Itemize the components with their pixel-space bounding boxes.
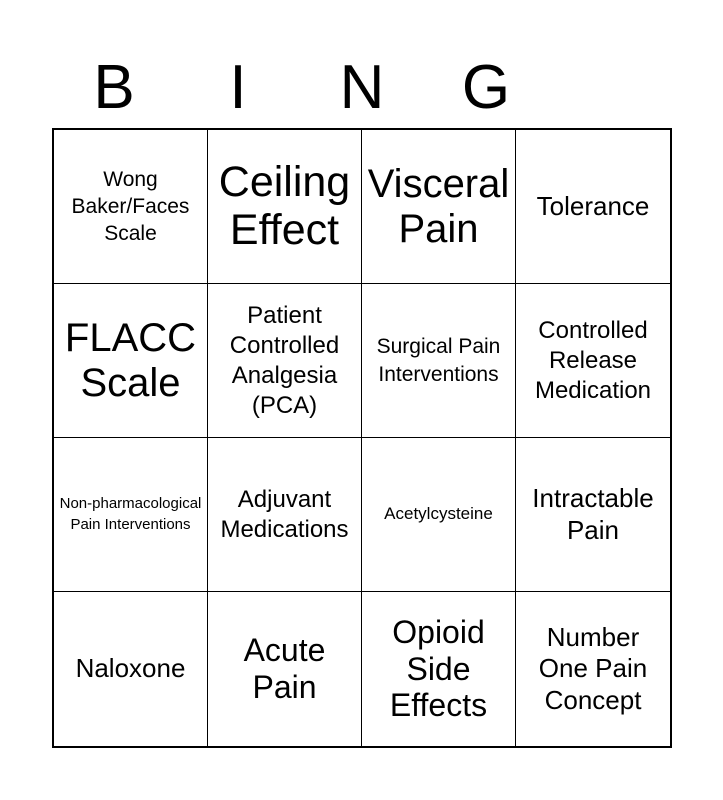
cell-label: Tolerance bbox=[536, 190, 650, 221]
bingo-cell[interactable] bbox=[362, 130, 516, 284]
header-letter-g: G bbox=[461, 53, 511, 122]
bingo-cell[interactable] bbox=[54, 592, 208, 746]
cell-label: FLACC Scale bbox=[64, 315, 197, 405]
cell-label: Number One Pain Concept bbox=[538, 622, 648, 715]
cell-label: Naloxone bbox=[75, 653, 186, 684]
bingo-cell[interactable] bbox=[362, 284, 516, 438]
bingo-cell[interactable] bbox=[516, 130, 670, 284]
bingo-cell[interactable] bbox=[208, 592, 362, 746]
cell-label: Visceral Pain bbox=[367, 161, 510, 251]
bingo-cell[interactable] bbox=[54, 438, 208, 592]
cell-label: Acetylcysteine bbox=[384, 504, 493, 524]
bingo-cell[interactable] bbox=[208, 438, 362, 592]
cell-label: Non-pharmacological Pain Interventions bbox=[59, 495, 202, 533]
cell-label: Acute Pain bbox=[243, 632, 326, 705]
bingo-cell[interactable] bbox=[362, 592, 516, 746]
bingo-board bbox=[52, 128, 672, 748]
bingo-cell[interactable] bbox=[516, 284, 670, 438]
cell-label: Wong Baker/Faces Scale bbox=[71, 167, 190, 246]
cell-label: Adjuvant Medications bbox=[220, 485, 349, 543]
cell-label: Opioid Side Effects bbox=[389, 613, 488, 724]
bingo-header bbox=[52, 52, 672, 124]
bingo-cell[interactable] bbox=[208, 130, 362, 284]
cell-label: Intractable Pain bbox=[532, 483, 654, 545]
bingo-cell[interactable] bbox=[516, 438, 670, 592]
header-letter-i: I bbox=[229, 53, 247, 122]
bingo-cell[interactable] bbox=[516, 592, 670, 746]
cell-label: Patient Controlled Analgesia (PCA) bbox=[229, 301, 340, 419]
bingo-cell[interactable] bbox=[208, 284, 362, 438]
cell-label: Controlled Release Medication bbox=[534, 316, 652, 404]
cell-label: Surgical Pain Interventions bbox=[376, 335, 501, 386]
bingo-cell[interactable] bbox=[54, 284, 208, 438]
bingo-cell[interactable] bbox=[54, 130, 208, 284]
bingo-cell[interactable] bbox=[362, 438, 516, 592]
cell-label: Ceiling Effect bbox=[218, 158, 351, 254]
header-letter-n: N bbox=[339, 53, 385, 122]
header-letter-b: B bbox=[93, 53, 135, 122]
